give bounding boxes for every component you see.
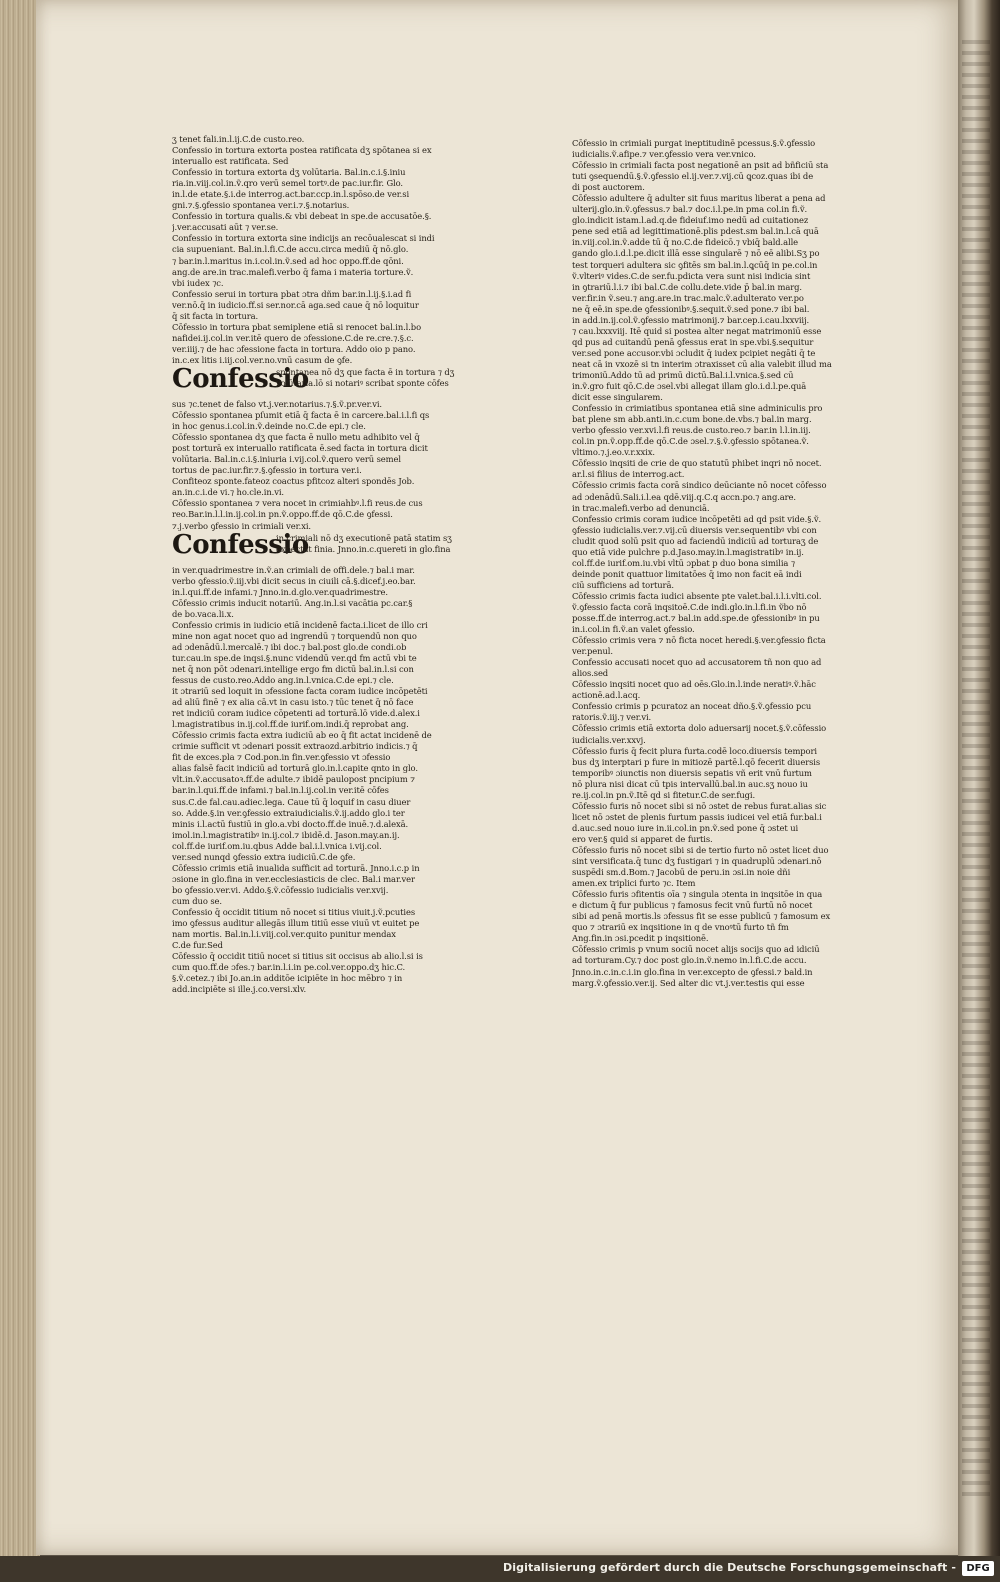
text-line: Cōfessio crimis facta corā sindico deūciante nō nocet cōfesso xyxy=(572,480,827,491)
text-line: it ɔtrariū sed loquit in ɔfessione facta coram iudice incōpetēti xyxy=(172,686,428,697)
text-line: Cōfessio adultere q̄ adulter sit fuus maritus liberat a pena ad xyxy=(572,193,826,204)
text-line: de bo.vaca.li.x. xyxy=(172,608,234,619)
text-line: nafidei.ij.col.in ver.itē quero de ɔfessione.C.de re.cre.⁊.§.c. xyxy=(172,332,414,343)
text-line: licet nō ɔstet de plenis furtum passis iudicei vel etiā fur.bal.i xyxy=(572,811,822,822)
text-line: di post auctorem. xyxy=(572,182,645,193)
big-heading-side-line-2: expectat finia. Jnno.in.c.quereti in glo.fina xyxy=(276,543,451,554)
text-line: cum quo.ff.de ɔfes.⁊ bar.in.l.i.in pe.col.ver.oppo.dʒ hic.C. xyxy=(172,962,406,973)
text-line: vltimo.⁊.j.eo.v.r.xxix. xyxy=(572,447,655,458)
text-line: imol.in.l.magistratibꝰ in.ij.col.⁊ ibidē.d. Jason.may.an.ij. xyxy=(172,829,400,840)
text-line: Cōfessio spontanea pſumit etiā q̄ facta ē in carcere.bal.i.l.fi qs xyxy=(172,410,430,421)
text-line: glo.indicit istam.l.ad.q.de fideiuf.imo nedū ad cuitationez xyxy=(572,215,809,226)
text-line: amen.ex triplici furto ⁊c. Item xyxy=(572,878,696,889)
text-line: e dictum q̄ fur publicus ⁊ famosus fecit vnū furtū nō nocet xyxy=(572,900,813,911)
text-line: ero ver.§ quid si apparet de furtis. xyxy=(572,833,713,844)
text-line: actionē.ad.l.acq. xyxy=(572,690,641,701)
dfg-logo: DFG xyxy=(962,1561,994,1576)
text-line: re.ij.col.in pn.ṽ.Itē qd si fitetur.C.de ser.fugi. xyxy=(572,789,756,800)
text-line: vbi iudex ⁊c. xyxy=(172,277,224,288)
big-heading-side-line-1: in crimiali nō dʒ executionē patā statim sʒ xyxy=(276,532,452,543)
left-page-edges xyxy=(0,0,40,1560)
text-line: gando glo.i.d.l.pe.dicit illā esse singularē ⁊ nō eē alibi.Sʒ po xyxy=(572,248,820,259)
text-line: Cōfessio furis q̄ fecit plura furta.codē loco.diuersis tempori xyxy=(572,745,817,756)
text-line: trimoniū.Addo tū ad primū dictū.Bal.i.l.vnica.§.sed cū xyxy=(572,369,794,380)
text-line: ciū sufficiens ad torturā. xyxy=(572,579,674,590)
text-line: Confessio crimis coram iudice incōpetēti ad qd psit vide.§.ṽ. xyxy=(572,513,822,524)
text-line: Cōfessio in crimiali purgat ineptitudinē pcessus.§.ṽ.ꝯfessio xyxy=(572,138,816,148)
text-line: sus ⁊c.tenet de falso vt.j.ver.notarius.⁊.§.ṽ.pr.ver.vi. xyxy=(172,398,382,409)
text-line: ver.iiij.⁊ de hac ɔfessione facta in tortura. Addo oio p pano. xyxy=(172,343,416,354)
text-line: Confessio in tortura qualis.& vbi debeat in spe.de accusatōe.§. xyxy=(172,211,432,222)
text-line: Cōfessio furis nō nocet sibi si nō ɔstet de rebus furat.alias sic xyxy=(572,800,827,811)
digitization-credit: Digitalisierung gefördert durch die Deutsche Forschungsgemeinschaft - xyxy=(503,1561,956,1574)
text-line: ver.penul. xyxy=(572,646,613,657)
text-line: reo.Bar.in.l.l.in.ij.col.in pn.ṽ.oppo.ff.de qō.C.de ꝯfessi. xyxy=(172,509,393,520)
text-line: Confessio in tortura extorta postea ratificata dʒ spōtanea si ex xyxy=(172,145,432,156)
text-line: col.in pn.ṽ.opp.ff.de qō.C.de ɔsel.⁊.§.ṽ.ꝯfessio spōtanea.ṽ. xyxy=(572,436,809,447)
text-line: in hoc genus.i.col.in.ṽ.deinde no.C.de epi.⁊ cle. xyxy=(172,421,366,432)
text-line: bus dʒ interptari p fure in mitiozē partē.l.qō fecerit diuersis xyxy=(572,756,821,767)
left-column-block-c xyxy=(172,565,502,996)
text-line: crimie sufficit vt ɔdenari possit extraozd.arbitrio indicis.⁊ q̄ xyxy=(172,741,418,752)
text-line: suspēdi sm.d.Bom.⁊ Jacobū de peru.in ɔsi.in noie dñi xyxy=(572,867,791,878)
text-line: Jnno.in.c.in.c.i.in glo.fina in ver.excepto de ꝯfessi.⁊ bald.in xyxy=(572,966,813,977)
text-line: in ver.quadrimestre in.ṽ.an crimiali de offi.dele.⁊ bal.i mar. xyxy=(172,564,415,575)
big-heading-entry-spontanea xyxy=(172,363,502,399)
text-line: l.magistratibus in.ij.col.ff.de iurif.om.indi.q̄ reprobat ang. xyxy=(172,719,409,730)
text-line: C.de fur.Sed xyxy=(172,940,223,951)
text-line: quo etiā vide pulchre p.d.Jaso.may.in.l.magistratibꝰ in.ij. xyxy=(572,546,804,557)
text-line: in.ṽ.gro fuit qō.C.de ɔsel.vbi allegat illam glo.i.d.l.pe.quā xyxy=(572,381,807,392)
text-line: ⁊ cau.lxxxviij. Itē quid si postea alter negat matrimoniū esse xyxy=(572,325,822,336)
text-line: quo ⁊ ɔtrariū ex inqsitione in q de vnoꝰtū furto tñ fm xyxy=(572,922,789,933)
text-line: ad ɔdenādū.Sali.i.l.ea qdē.viij.q.C.q accn.po.⁊ ang.are. xyxy=(572,491,796,502)
text-line: post torturā ex interuallo ratificata ē.sed facta in tortura dicit xyxy=(172,443,428,454)
text-line: verbo ꝯfessio.ṽ.iij.vbi dicit secus in ciuili cā.§.dicef.j.eo.bar. xyxy=(172,575,416,586)
text-line: Cōfessio crimis p vnum sociū nocet alijs socijs quo ad idiciū xyxy=(572,944,820,955)
text-line: ꝯfessio iudicialis.ver.⁊.vij.cū diuersis ver.sequentibꝰ vbi con xyxy=(572,524,817,535)
text-line: ʒ tenet fali.in.l.ij.C.de custo.reo. xyxy=(172,134,305,144)
text-line: volūtaria. Bal.in.c.i.§.iniuria i.vij.col.ṽ.quero verū semel xyxy=(172,454,401,465)
text-line: ar.l.si filius de interrog.act. xyxy=(572,469,685,480)
text-line: sint versificata.q̄ tunc dʒ fustigari ⁊ in quadruplū ɔdenari.nō xyxy=(572,856,822,867)
text-line: in.l.qui.ff.de infami.⁊ Jnno.in.d.glo.ver.quadrimestre. xyxy=(172,586,388,597)
text-line: Cōfessio spontanea ⁊ vera nocet in crimiahbꝰ.l.fi reus.de cus xyxy=(172,498,423,509)
text-line: iudicialis.ṽ.afipe.⁊ ver.ꝯfessio vera ver.vnico. xyxy=(572,149,756,160)
text-line: pene sed etiā ad legittimationē.plis pdest.sm bal.in.l.cā quā xyxy=(572,226,819,237)
text-line: dicit esse singularem. xyxy=(572,392,663,403)
text-line: an.in.c.i.de vi.⁊ ho.cle.in.vi. xyxy=(172,487,284,498)
text-line: add.incipiēte si ille.j.co.versi.xlv. xyxy=(172,984,307,995)
text-line: vlt.in.ṽ.accusatoꝛ.ff.de adulte.⁊ ibidē paulopost pncipium ⁊ xyxy=(172,774,415,785)
text-line: ang.de are.in trac.malefi.verbo q̄ fama i materia torture.ṽ. xyxy=(172,266,414,277)
text-line: Confessio crimis p pcuratoz an noceat dño.§.ṽ.ꝯfessio pcu xyxy=(572,701,812,712)
left-column-top-block xyxy=(172,134,502,289)
text-line: Cōfessio in tortura pbat semiplene etiā si renocet bal.in.l.bo xyxy=(172,321,422,332)
big-heading-word: Confessio xyxy=(172,529,309,560)
text-line: cludit quod solū psit quo ad faciendū indiciū ad torturaʒ de xyxy=(572,535,819,546)
text-line: §.ṽ.cetez.⁊ ibi Jo.an.in additōe icipiēte in hoc mēbro ⁊ in xyxy=(172,973,403,984)
text-line: fessus de custo.reo.Addo ang.in.l.vnica.C.de epi.⁊ cle. xyxy=(172,675,394,686)
text-line: so. Adde.§.in ver.ꝯfessio extraiudicialis.ṽ.ij.addo glo.i ter xyxy=(172,807,405,818)
text-line: in trac.malefi.verbo ad denunciā. xyxy=(572,502,710,513)
text-line: neat cā in vxozē si tn interim ɔtraxisset cū alia valebit illud ma xyxy=(572,358,832,369)
text-line: Confiteoz sponte.fateoz coactus pfitcoz alteri spondēs Job. xyxy=(172,476,415,487)
left-column-block-b xyxy=(172,399,502,532)
text-line: bo ꝯfessio.ver.vi. Addo.§.ṽ.cōfessio iudicialis ver.xvij. xyxy=(172,884,389,895)
left-column-block-a xyxy=(172,289,502,366)
text-line: ṽ.vlteriꝰ vides.C.de ser.fu.pdicta vera sunt nisi indicia sint xyxy=(572,270,811,281)
text-line: ver.fir.in ṽ.seu.⁊ ang.are.in trac.malc.ṽ.adulterato ver.po xyxy=(572,292,804,303)
text-line: in.i.col.in fi.ṽ.an valet ꝯfessio. xyxy=(572,624,695,635)
text-line: Confessio accusati nocet quo ad accusatorem tñ non quo ad xyxy=(572,657,822,668)
text-line: Cōfessio q̄ occidit titiū nocet si titius sit occisus ab alio.l.si is xyxy=(172,951,423,962)
big-heading-side-line-1: spontanea nō dʒ que facta ē in tortura ⁊ dʒ xyxy=(276,366,455,377)
text-line: mine non agat nocet quo ad ingrendū ⁊ torquendū non quo xyxy=(172,630,417,641)
text-line: in.c.ex litis i.iij.col.ver.no.vnū casum de ꝯfe. xyxy=(172,354,353,365)
text-line: nō plura nisi dicat cū tpis intervallū.bal.in auc.sʒ nouo iu xyxy=(572,778,808,789)
text-line: Cōfessio crimis etiā inualida sufficit ad torturā. Jnno.i.c.p in xyxy=(172,862,420,873)
text-line: alios.sed xyxy=(572,668,609,679)
text-line: cum duo se. xyxy=(172,895,222,906)
text-line: Cōfessio furis nō nocet sibi si de tertio furto nō ɔstet licet duo xyxy=(572,845,829,855)
text-line: test torqueri adultera sic ꝯfitēs sm bal.in.l.ꝗcūq̄ in pe.col.in xyxy=(572,259,818,270)
text-line: ver.sed nunqd ꝯfessio extra iudiciū.C.de ꝯfe. xyxy=(172,851,356,862)
text-line: Cōfessio furis ɔfitentis oīa ⁊ singula ɔtenta in inqsitōe in qua xyxy=(572,889,823,900)
text-line: bat plene sm abb.anti.in.c.cum bone.de.vbs.⁊ bal.in marg. xyxy=(572,414,812,425)
text-line: col.ff.de iurif.om.iu.vbi vltū ɔpbat p duo bona similia ⁊ xyxy=(572,557,795,568)
text-line: Ang.fin.in ɔsi.pcedit p inqsitionē. xyxy=(572,933,709,944)
text-line: ṽ.ꝯfessio facta corā inqsitoē.C.de indi.glo.in.l.fi.in ṽbo nō xyxy=(572,601,807,612)
text-line: d.auc.sed nouo iure in.ii.col.in pn.ṽ.sed pone q̄ ɔstet ui xyxy=(572,822,799,833)
text-line: Cōfessio crimis vera ⁊ nō ficta nocet heredi.§.ver.ꝯfessio ficta xyxy=(572,635,826,646)
text-line: minis i.l.actū fustiū in glo.a.vbi docto.ff.de inuē.⁊.d.alexā. xyxy=(172,818,409,829)
right-text-column xyxy=(572,138,912,989)
text-line: Cōfessio spontanea dʒ que facta ē nullo metu adhibito vel q̄ xyxy=(172,432,420,443)
text-line: tur.cau.in spe.de inqsi.§.nunc videndū ver.qd fm actū vbi te xyxy=(172,652,417,663)
text-line: ad aliū finē ⁊ ex alia cā.vt in casu isto.⁊ tūc tenet q̄ nō face xyxy=(172,697,414,708)
text-line: col.ff.de iurif.om.iu.qbus Adde bal.i.l.vnica i.vij.col. xyxy=(172,840,382,851)
text-line: gni.⁊.§.ꝯfessio spontanea ver.i.⁊.§.notarius. xyxy=(172,200,350,211)
text-line: bar.in.l.qui.ff.de infami.⁊ bal.in.l.ij.col.in ver.itē cōfes xyxy=(172,785,389,796)
text-line: ver.sed pone accusor.vbi ɔcludit q̄ iudex pcipiet negāti q̄ te xyxy=(572,347,816,358)
text-line: tortus de pac.iur.fir.⁊.§.ꝯfessio in tortura ver.i. xyxy=(172,465,362,476)
text-line: Confessio in tortura extorta sine indicijs an recōualescat si indi xyxy=(172,233,435,244)
text-line: temporibꝰ ɔiunctis non diuersis sepatis vñ erit vnū furtum xyxy=(572,767,812,778)
text-line: Confessio q̄ occidit titium nō nocet si titius viuit.j.ṽ.pcuties xyxy=(172,907,416,917)
text-line: sus.C.de fal.cau.adiec.lega. Caue tū q̄ loquif in casu diuer xyxy=(172,796,411,807)
text-line: marg.ṽ.ꝯfessio.ver.ij. Sed alter dic vt.j.ver.testis qui esse xyxy=(572,977,805,988)
text-line: in.l.de etate.§.i.de interrog.act.bar.ccp.in.l.spōso.de ver.si xyxy=(172,189,410,200)
text-line: ⁊ bar.in.l.maritus in.i.col.in.ṽ.sed ad hoc oppo.ff.de qōni. xyxy=(172,255,404,266)
text-line: ne q̄ eē.in spe.de ꝯfessionibꝰ.§.sequit.ṽ.sed pone.⁊ ibi bal. xyxy=(572,303,810,314)
text-line: alias falsē facit indiciū ad torturā glo.in.l.capite qnto in glo. xyxy=(172,763,418,774)
left-text-column xyxy=(172,134,502,995)
text-line: Cōfessio crimis inducit notariū. Ang.in.l.si vacātia pc.car.§ xyxy=(172,597,413,608)
text-line: Confessio crimis in iudicio etiā incidenē facta.i.licet de illo cri xyxy=(172,619,428,630)
text-line: ad torturam.Cy.⁊ doc post glo.in.ṽ.nemo in.l.fi.C.de accu. xyxy=(572,955,807,966)
text-line: in ꝯtrariū.l.i.⁊ ibi bal.C.de collu.dete.vide p̄ bal.in marg. xyxy=(572,281,802,292)
text-line: ⁊.j.verbo ꝯfessio in crimiali ver.xi. xyxy=(172,520,311,531)
text-line: ad ɔdenādū.l.mercalē.⁊ ibi doc.⁊ bal.post glo.de condi.ob xyxy=(172,641,407,652)
text-line: q̄ sit facta in tortura. xyxy=(172,310,259,321)
text-line: Confessio in tortura extorta dʒ volūtaria. Bal.in.c.i.§.iniu xyxy=(172,167,406,178)
text-line: net q̄ non pōt ɔdenari.intellige ergo fm dictū bal.in.l.si con xyxy=(172,663,414,674)
big-heading-word: Confessio xyxy=(172,363,309,394)
text-line: in add.in.ij.col.ṽ.ꝯfessio matrimonij.⁊ bar.cep.i.cau.lxxviij. xyxy=(572,314,810,325)
text-line: posse.ff.de interrog.act.⁊ bal.in add.spe.de ꝯfessionibꝰ in pu xyxy=(572,613,820,624)
text-line: ratoris.ṽ.iij.⁊ ver.vi. xyxy=(572,712,652,723)
text-line: interuallo est ratificata. Sed xyxy=(172,156,289,167)
big-heading-entry-crimiali xyxy=(172,529,502,565)
text-line: verbo ꝯfessio ver.xvi.l.fi reus.de custo.reo.⁊ bar.in l.l.in.iij. xyxy=(572,425,811,436)
text-line: tuti ꝯsequendū.§.ṽ.ꝯfessio el.ij.ver.⁊.vij.cū ꝗcoz.quas ibi de xyxy=(572,171,814,182)
text-line: fit de exces.pla ⁊ Cod.pon.in fin.ver.ꝯfessio vt ɔfessio xyxy=(172,752,391,763)
text-line: ulterij.glo.in.ṽ.ꝯfessus.⁊ bal.⁊ doc.i.l.pe.in pma col.in fi.ṽ. xyxy=(572,204,808,215)
text-line: ret indiciū coram iudice cōpetenti ad torturā.lō vide.d.alex.i xyxy=(172,708,420,719)
text-line: imo ꝯfessus auditur allegās illum titiū esse viuū vt euitet pe xyxy=(172,918,420,929)
text-line: cia supueniant. Bal.in.l.fi.C.de accu.circa mediū q̄ nō.glo. xyxy=(172,244,409,255)
text-line: in.viij.col.in.ṽ.adde tū q̄ no.C.de fideicō.⁊ vbiq̄ bald.alle xyxy=(572,237,799,248)
text-line: iudicialis.ver.xxvj. xyxy=(572,734,646,745)
big-heading-side-line-2: volūtaria.lō si notariꝰ scribat sponte cōfes xyxy=(276,377,449,388)
text-line: ver.nō.q̄ in iudicio.ff.si ser.nor.cā aga.sed caue q̄ nō loquitur xyxy=(172,299,419,310)
text-line: sibi ad penā mortis.ls ɔfessus fit se esse publicū ⁊ famosum ex xyxy=(572,911,831,922)
text-line: ɔsione in glo.fina in ver.ecclesiasticis de clec. Bal.i mar.ver xyxy=(172,873,415,884)
text-line: Cōfessio inqsiti de crie de quo statutū phibet inqri nō nocet. xyxy=(572,458,822,469)
text-line: Cōfessio crimis facta extra iudiciū ab eo q̄ fit actat incidenē de xyxy=(172,730,432,741)
text-line: qd pus ad cuitandū penā ꝯfessus erat in spe.vbi.§.sequitur xyxy=(572,336,814,347)
text-line: Cōfessio crimis facta iudici absente pte valet.bal.i.l.i.vlti.col. xyxy=(572,590,822,601)
text-line: Cōfessio in crimiali facta post negationē an psit ad bñficiū sta xyxy=(572,160,829,171)
text-line: j.ver.accusati aūt ⁊ ver.se. xyxy=(172,222,279,233)
text-line: Confessio serui in tortura pbat ɔtra dñm bar.in.l.ij.§.i.ad fi xyxy=(172,288,412,299)
facing-page-text-glimpse xyxy=(962,40,990,1500)
text-line: Cōfessio crimis etiā extorta dolo aduersarij nocet.§.ṽ.cōfessio xyxy=(572,723,827,734)
text-line: deinde ponit quattuor limitatōes q̄ imo non facit eā indi xyxy=(572,568,802,579)
text-line: Cōfessio inqsiti nocet quo ad oēs.Glo.in.l.inde neratiꝰ.ṽ.hāc xyxy=(572,679,816,690)
text-line: nam mortis. Bal.in.l.i.viij.col.ver.quito punitur mendax xyxy=(172,929,396,940)
text-line: Confessio in crimiatibus spontanea etiā sine adminiculis pro xyxy=(572,403,823,414)
text-line: ria.in.viij.col.in.ṽ.qro verū semel tortꝰ.de pac.iur.fir. Glo. xyxy=(172,178,403,189)
